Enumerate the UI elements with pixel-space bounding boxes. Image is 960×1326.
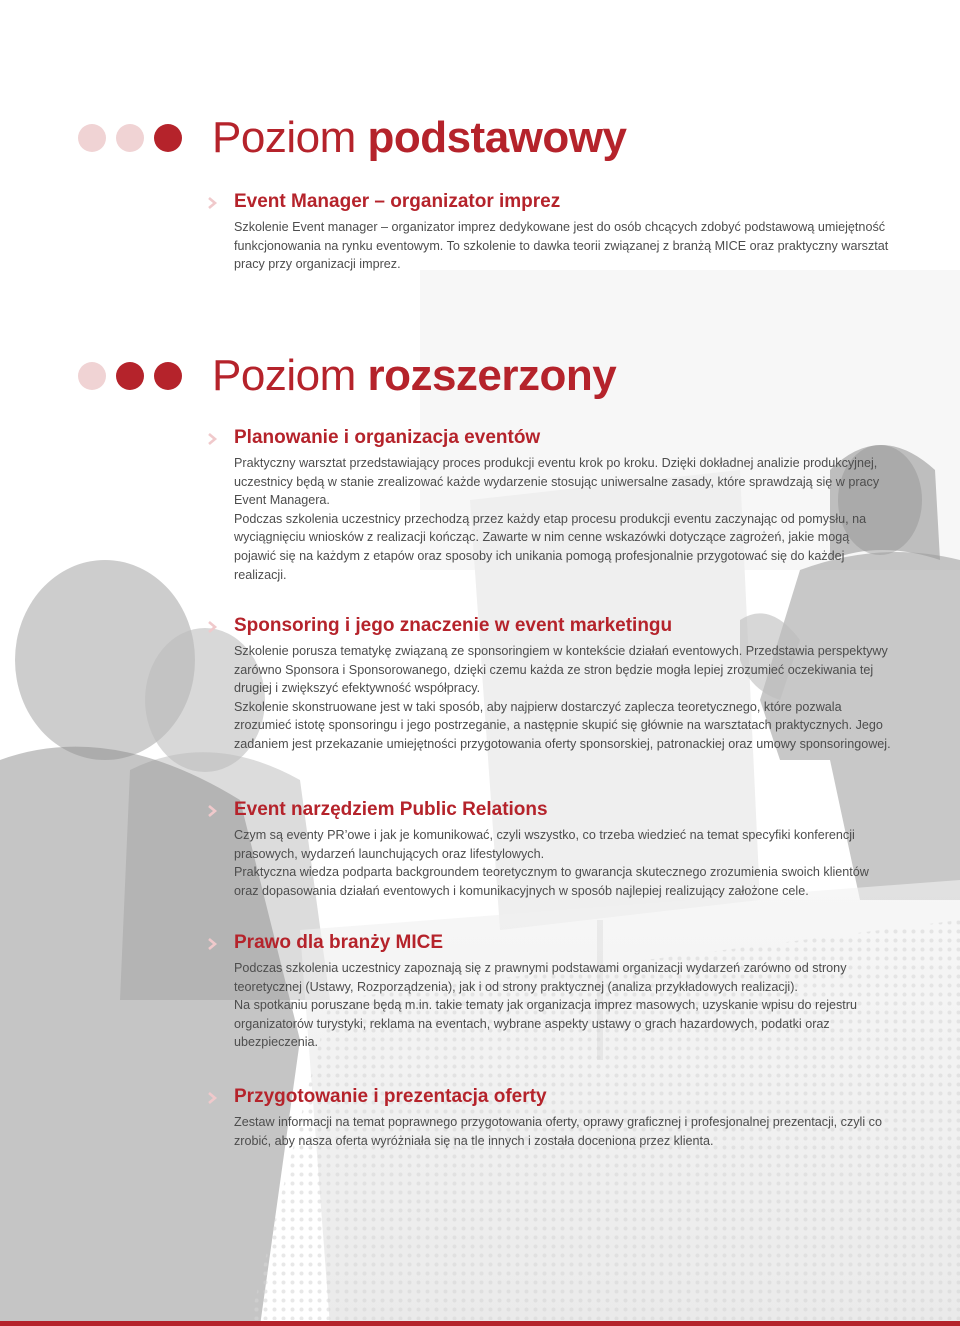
bottom-accent-bar [0,1321,960,1326]
section-body [234,1113,894,1150]
section-paragraph: Szkolenie porusza tematykę związaną ze sponsoringiem w kontekście działań eventowych. Przedstawia perspektywy zarówno Sponsora i Sponsorowanego, dzięki czemu każda ze stron będzie mogła lepiej zrozumieć oczekiwania tej drugiej i zwiększyć efektywność współpracy. [234,644,888,696]
section-paragraph: Praktyczny warsztat przedstawiający proces produkcji eventu krok po kroku. Dzięki dokładnej analizie produkcyjnej, uczestnicy będą w stanie zrealizować każde wydarzenie stosując uniwersalne zasady, które sprawdzają się w pracy Event Managera. [234,456,880,508]
level-dot [116,124,144,152]
section-body [234,826,894,900]
section-paragraph: Zestaw informacji na temat poprawnego przygotowania oferty, oprawy graficznej i profesjonalnej prezentacji, czyli co zrobić, aby nasza oferta wyróżniała się na tle innych i została doceniona przez klienta. [234,1115,882,1148]
level-title-light: Poziom [212,113,356,162]
section-title: Przygotowanie i prezentacja oferty [234,1086,547,1107]
chevron-right-icon [206,432,220,446]
section-title: Sponsoring i jego znaczenie w event marketingu [234,615,673,636]
chevron-right-icon [206,1091,220,1105]
level-title-bold: rozszerzony [367,351,617,400]
section-body [234,218,894,274]
section-body [234,959,894,1052]
section-paragraph: Praktyczna wiedza podparta backgroundem teoretycznym to gwarancja skutecznego zrozumienia swoich klientów oraz dopasowania działań eventowych i komunikacyjnych w sposób najlepiej realizujący założone cele. [234,865,869,898]
section-paragraph: Szkolenie Event manager – organizator imprez dedykowane jest do osób chcących zdobyć podstawową umiejętność funkcjonowania na rynku eventowym. To szkolenie to dawka teorii związanej z branżą MICE oraz praktyczny warsztat pracy przy organizacji imprez. [234,220,889,272]
level-dot [78,124,106,152]
section-paragraph: Szkolenie skonstruowane jest w taki sposób, aby najpierw dostarczyć zaplecza teoretycznego, które pozwala zrozumieć istotę sponsoringu i jego postrzeganie, a następnie skupić się głównie na warsztatach praktycznych. Jego zadaniem jest przekazanie umiejętności przygotowania oferty sponsorskiej, patronackiej oraz umowy sponsoringowej. [234,699,891,751]
section-title: Event Manager – organizator imprez [234,191,561,212]
level-indicator-dots [78,362,188,390]
level-title-bold: podstawowy [367,113,627,162]
level-dot [78,362,106,390]
level-title [212,110,626,166]
level-header-basic [78,110,938,170]
chevron-right-icon [206,196,220,210]
section-body [234,642,894,754]
level-dot [116,362,144,390]
section-paragraph: Podczas szkolenia uczestnicy zapoznają się z prawnymi podstawami organizacji wydarzeń zarówno od strony teoretycznej (Ustawy, Rozporządzenia), jak i od strony praktycznej (analiza przykładowych realizacji). [234,961,847,994]
level-title-light: Poziom [212,351,356,400]
level-title [212,348,616,404]
section-body [234,454,894,584]
chevron-right-icon [206,937,220,951]
level-dot [154,124,182,152]
section-paragraph: Na spotkaniu poruszane będą m.in. takie tematy jak organizacja imprez masowych, uzyskanie wpisu do rejestru organizatorów turystyki, reklama na eventach, wybrane aspekty ustawy o grach hazardowych, podatki oraz ubezpieczenia. [234,998,857,1050]
section-title: Prawo dla branży MICE [234,932,444,953]
chevron-right-icon [206,620,220,634]
level-indicator-dots [78,124,188,152]
section-title: Event narzędziem Public Relations [234,799,548,820]
section-paragraph: Podczas szkolenia uczestnicy przechodzą przez każdy etap procesu produkcji eventu zaczynając od pomysłu, na wyciągnięciu wniosków z realizacji kończąc. Zawarte w nim cenne wskazówki dotyczące zagrożeń, jakie mogą pojawić się na każdym z etapów oraz sposoby ich unikania pomogą profesjonalnie przygotować się do każdej realizacji. [234,511,867,582]
level-header-extended [78,348,938,408]
level-dot [154,362,182,390]
chevron-right-icon [206,804,220,818]
section-paragraph: Czym są eventy PR’owe i jak je komunikować, czyli wszystko, co trzeba wiedzieć na temat specyfiki konferencji prasowych, wydarzeń launchujących oraz lifestylowych. [234,828,855,861]
section-title: Planowanie i organizacja eventów [234,427,541,448]
